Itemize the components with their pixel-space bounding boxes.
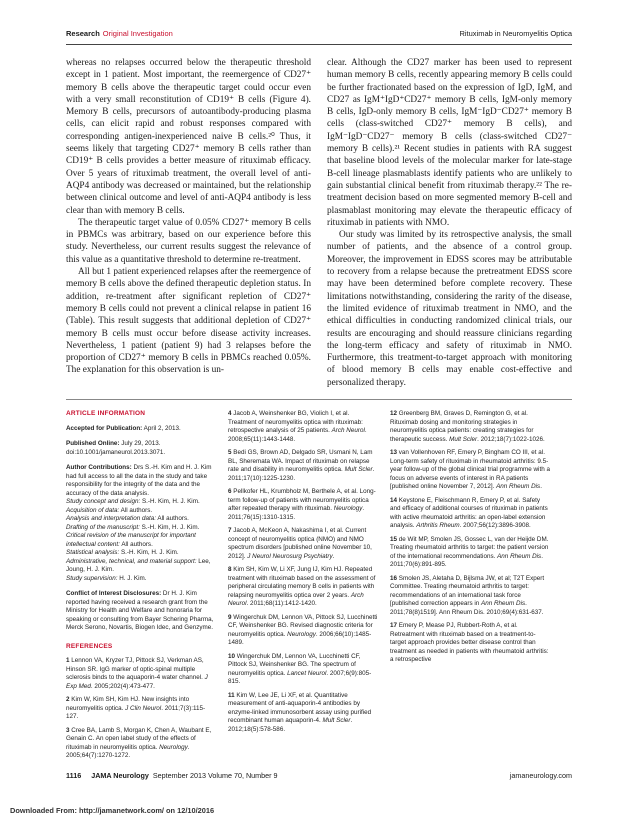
reference-number: 6: [228, 488, 232, 495]
coi-label: Conflict of Interest Disclosures:: [66, 590, 162, 597]
reference-text: Cree BA, Lamb S, Morgan K, Chen A, Waubant E, Genain C. An open label study of the effects of rituximab in neuromyelitis optica.: [66, 726, 212, 751]
body-paragraph: The therapeutic target value of 0.05% CD27⁺ memory B cells in PBMCs was arbitrary, based on our experience before this study. Nevertheless, our current results suggest the relevance of this value as a quantitative threshold to determine re-treatment.: [66, 217, 311, 265]
reference-text: Jacob A, McKeon A, Nakashima I, et al. Current concept of neuromyelitis optica (NMO) and NMO spectrum disorders [published online November 10, 2012].: [228, 527, 372, 560]
contribution-authors: S.-H. Kim, H. J. Kim.: [139, 523, 200, 531]
reference-text: Lennon VA, Kryzer TJ, Pittock SJ, Verkman AS, Hinson SR. IgG marker of optic-spinal multiple sclerosis binds to the aquaporin-4 water channel.: [66, 657, 205, 681]
reference-text: . 2011;70(6):891-895.: [390, 552, 543, 568]
reference-item: [228, 527, 378, 561]
download-notice: Downloaded From: http://jamanetwork.com/ on 12/10/2016: [10, 806, 215, 815]
contribution-authors: H. J. Kim.: [117, 574, 147, 582]
contribution-line: [66, 507, 216, 516]
reference-journal: Ann Rheum Dis: [497, 552, 542, 560]
reference-number: 11: [228, 691, 235, 699]
page-number: 1116: [66, 771, 82, 780]
reference-text: . 2007;6(9):805-815.: [228, 669, 372, 685]
reference-number: 2: [66, 696, 70, 703]
reference-list: [228, 410, 378, 734]
contribution-line: [66, 498, 216, 507]
reference-text: de Wit MP, Smolen JS, Gossec L, van der Heijde DM. Treating rheumatoid arthritis to target: the patient version of the international recommendations.: [390, 535, 549, 560]
reference-journal: J Neurol Neurosurg Psychiatry: [247, 552, 333, 560]
reference-text: . 2011;17(10):1225-1230.: [228, 466, 375, 482]
accepted-info: [66, 425, 216, 434]
journal-name: JAMA Neurology: [91, 771, 149, 780]
reference-number: 1: [66, 657, 70, 664]
references-heading: REFERENCES: [66, 642, 113, 650]
contribution-line: [66, 549, 216, 558]
reference-journal: Mult Scler: [449, 435, 478, 443]
reference-list: [390, 410, 550, 665]
reference-text: .: [332, 552, 335, 560]
conflict-disclosures: [66, 590, 216, 633]
reference-text: . 2006;66(10):1485-1489.: [228, 630, 372, 646]
running-title: Rituximab in Neuromyelitis Optica: [459, 29, 572, 38]
contribution-line: [66, 532, 216, 549]
reference-item: [66, 657, 216, 691]
reference-text: . 2011;7(3):115-127.: [66, 704, 206, 720]
reference-text: Wingerchuk DM, Lennon VA, Lucchinetti CF, Pittock SJ, Weinshenker BG. The spectrum of neuromyelitis optica.: [228, 652, 361, 677]
reference-item: [228, 449, 378, 483]
reference-item: [66, 696, 216, 722]
reference-text: Bedi GS, Brown AD, Delgado SR, Usmani N, Lam BL, Sheremata WA. Impact of rituximab on relapse rate and disability in neuromyelitis optica.: [228, 449, 373, 473]
reference-journal: Ann Rheum Dis: [496, 483, 541, 490]
reference-text: Kim W, Lee JE, Li XF, et al. Quantitative measurement of anti-aquaporin-4 antibodies by enzyme-linked immunosorbent assay using purified recombinant human aquaporin-4.: [228, 691, 372, 724]
header-rule: [66, 44, 572, 45]
contribution-line: [66, 575, 216, 584]
reference-number: 17: [390, 622, 398, 629]
reference-text: Jacob A, Weinshenker BG, Violich I, et al. Treatment of neuromyelitis optica with rituximab: retrospective analysis of 25 patients.: [228, 410, 363, 434]
section-label: Research: [66, 29, 100, 38]
reference-number: 5: [228, 449, 232, 456]
reference-text: Wingerchuk DM, Lennon VA, Pittock SJ, Lucchinetti CF, Weinshenker BG. Revised diagnostic criteria for neuromyelitis optica.: [228, 613, 378, 638]
contribution-line: [66, 515, 216, 524]
subsection-label: Original Investigation: [102, 29, 173, 38]
reference-item: [228, 488, 378, 522]
reference-text: . 2007;56(12):3896-3908.: [459, 522, 531, 529]
reference-item: [390, 410, 550, 444]
reference-item: [390, 449, 550, 492]
issue-info: September 2013 Volume 70, Number 9: [152, 771, 278, 780]
published-info: [66, 440, 216, 457]
author-contributions: [66, 464, 216, 583]
reference-journal: Mult Scler: [344, 466, 373, 473]
reference-item: [228, 692, 378, 735]
reference-journal: Lancet Neurol: [287, 669, 327, 677]
reference-text: . 2005;64(7):1270-1272.: [66, 743, 190, 759]
reference-journal: Mult Scler: [322, 717, 351, 724]
journal-site-link[interactable]: jamaneurology.com: [509, 771, 572, 780]
reference-number: 13: [390, 449, 398, 456]
reference-item: [228, 410, 378, 444]
reference-column-right: [390, 410, 550, 670]
reference-item: [390, 536, 550, 570]
page-footer: [66, 771, 572, 783]
running-header: [66, 29, 572, 43]
reference-number: 14: [390, 496, 398, 504]
contribution-authors: Lee, Joung, H. J. Kim.: [66, 557, 211, 573]
reference-item: [66, 727, 216, 761]
reference-list: [66, 657, 216, 761]
contribution-list: [66, 498, 216, 583]
reference-text: . 2012;18(7):1022-1026.: [477, 435, 545, 443]
body-column-right: [327, 57, 572, 389]
contribution-role: Acquisition of data:: [66, 506, 120, 514]
reference-item: [390, 575, 550, 618]
published-label: Published Online:: [66, 440, 120, 447]
reference-journal: Arch Neurol: [228, 591, 364, 607]
reference-number: 4: [228, 410, 232, 417]
reference-journal: J Clin Neurol: [125, 704, 162, 712]
reference-text: Greenberg BM, Graves D, Remington G, et al. Rituximab dosing and monitoring strategies in neuromyelitis optica patients: creating strategies for therapeutic success.: [390, 410, 534, 443]
reference-text: . 2011;78(8)1519]. Ann Rheum Dis. 2010;69(4):631-637.: [390, 600, 544, 616]
contribution-role: Administrative, technical, and material support:: [66, 557, 197, 565]
contribution-authors: All authors.: [119, 540, 153, 548]
reference-text: . 2011;76(15):1310-1315.: [228, 505, 365, 521]
contribution-role: Statistical analysis:: [66, 549, 120, 556]
contribution-authors: All authors.: [119, 506, 153, 514]
reference-number: 16: [390, 574, 398, 582]
body-paragraph: Our study was limited by its retrospective analysis, the small number of patients, and the absence of a control group. Moreover, the improvement in EDSS scores may be attributable to recovery from a relapse because the pretreatment EDSS score may have been determined before complete recovery. These limitations notwithstanding, considering the rarity of the disease, the limited evidence of rituximab treatment in NMO, and the ethical difficulties in conducting randomized clinical trials, our results are encouraging and should reassure clinicians regarding the long-term efficacy and safety of rituximab in NMO. Furthermore, this treatment-to-target approach with monitoring of blood memory B cells may enable cost-effective and personalized therapy.: [327, 230, 572, 388]
body-paragraph: All but 1 patient experienced relapses after the reemergence of memory B cells above the defined therapeutic depletion status. In addition, re-treatment after significant repletion of CD27⁺ memory B cells could not prevent a clinical relapse in patient 16 (Table). This result suggests that additional depletion of CD27⁺ memory B cells must occur before disease activity increases. Nevertheless, 1 patient (patient 9) had 3 relapses before the proportion of CD27⁺ memory B cells in PBMCs reached 0.05%. The explanation for this observation is un-: [66, 267, 311, 376]
reference-number: 9: [228, 613, 232, 621]
reference-column-middle: [228, 410, 378, 739]
reference-item: [390, 497, 550, 531]
reference-journal: Arch Neurol: [331, 427, 365, 434]
contribution-authors: All authors.: [155, 515, 189, 522]
reference-text: Emery P, Mease PJ, Rubbert-Roth A, et al. Retreatment with rituximab based on a treatment-to-target approach provides better disease control than treatment as needed in patients with rheumatoid arthritis: a retrospective: [390, 622, 549, 663]
reference-number: 12: [390, 410, 398, 417]
reference-journal: Arthritis Rheum: [416, 522, 460, 529]
body-column-left: [66, 57, 311, 377]
reference-item: [390, 622, 550, 665]
reference-text: . 2005;202(4):473-477.: [90, 682, 155, 690]
contribution-role: Analysis and interpretation data:: [66, 515, 156, 522]
reference-number: 15: [390, 535, 398, 543]
reference-journal: Neurology: [333, 505, 363, 512]
reference-text: . 2011;68(11):1412-1420.: [246, 600, 317, 607]
contribution-role: Critical revision of the manuscript for important intellectual content:: [66, 532, 196, 548]
reference-text: .: [540, 483, 542, 490]
accepted-value: April 2, 2013.: [142, 424, 181, 432]
reference-text: . 2008;65(11):1443-1448.: [228, 427, 367, 443]
reference-text: Smolen JS, Aletaha D, Bijlsma JW, et al; T2T Expert Committee. Treating rheumatoid arthritis to target: recommendations of an international task force [published correction appears in: [390, 574, 545, 607]
article-info-heading: ARTICLE INFORMATION: [66, 410, 146, 417]
contribution-line: [66, 524, 216, 533]
contribution-role: Study concept and design:: [66, 498, 141, 505]
body-paragraph: clear. Although the CD27 marker has been used to represent human memory B cells, recently appearing memory B cells could be further fractionated based on the expression of IgD, IgM, and CD27 as IgM⁺IgD⁺CD27⁺ memory B cells, IgM-only memory B cells, IgD-only memory B cells, IgM⁻IgD⁻CD27⁺ memory B cells (class-switched CD27⁺ memory B cells), and IgM⁻IgD⁻CD27⁻ memory B cells (class-switched CD27⁻ memory B cells).²¹ Recent studies in patients with RA suggest that baseline blood levels of the molecular marker for late-stage B-cell lineage plasmablasts identify patients who are unlikely to gain substantial clinical benefit from rituximab therapy.²² The re-treatment decision based on more segmented memory B-cell and plasmablast monitoring may elevate the therapeutic efficacy of rituximab in patients with NMO.: [327, 58, 572, 228]
contrib-label: Author Contributions:: [66, 464, 132, 471]
contribution-authors: S.-H. Kim, H. J. Kim.: [119, 549, 179, 556]
header-section: [66, 29, 173, 38]
published-value: July 29, 2013. doi:10.1001/jamaneurol.2013.3071.: [66, 440, 166, 456]
accepted-label: Accepted for Publication:: [66, 424, 143, 432]
coi-value: Dr H. J. Kim reported having received a research grant from the Ministry for Health and Welfare and honoraria for speaking or consulting from Bayer Schering Pharma, Merck Serono, Novartis, Biogen Idec, and Genzyme.: [66, 590, 214, 631]
reference-item: [228, 614, 378, 648]
reference-journal: J Exp Med: [66, 674, 208, 690]
reference-journal: Ann Rheum Dis: [481, 600, 526, 607]
contrib-value: Drs S.-H. Kim and H. J. Kim had full access to all the data in the study and take responsibility for the integrity of the data and the accuracy of the data analysis.: [66, 464, 212, 497]
reference-item: [228, 653, 378, 687]
reference-text: . 2012;18(5):578-586.: [228, 717, 353, 733]
reference-number: 3: [66, 726, 70, 734]
reference-text: Kim W, Kim SH, Kim HJ. New insights into neuromyelitis optica.: [66, 696, 190, 712]
contribution-line: [66, 558, 216, 575]
reference-text: Pellkofer HL, Krumbholz M, Berthele A, et al. Long-term follow-up of patients with neuromyelitis optica after repeated therapy with rituximab.: [228, 488, 376, 512]
reference-item: [228, 566, 378, 609]
contribution-authors: S.-H. Kim, H. J. Kim.: [140, 498, 200, 505]
reference-number: 7: [228, 527, 232, 534]
reference-text: Kim SH, Kim W, Li XF, Jung IJ, Kim HJ. Repeated treatment with rituximab based on the assessment of peripheral circulating memory B cells in patients with relapsing neuromyelitis optica over 2 years.: [228, 566, 376, 599]
reference-text: Keystone E, Fleischmann R, Emery P, et al. Safety and efficacy of additional courses of rituximab in patients with active rheumatoid arthritis: an open-label extension analysis.: [390, 496, 548, 529]
reference-number: 10: [228, 652, 236, 660]
contribution-role: Study supervision:: [66, 574, 118, 582]
reference-number: 8: [228, 566, 232, 573]
contribution-role: Drafting of the manuscript:: [66, 523, 140, 531]
reference-journal: Neurology: [287, 630, 316, 638]
body-paragraph: whereas no relapses occurred below the therapeutic threshold except in 1 patient. Most important, the reemergence of CD27⁺ memory B cells above the therapeutic target could occur even with a very small reconstitution of CD19⁺ B cells (Figure 4). Memory B cells, precursors of autoantibody-producing plasma cells, can elicit rapid and robust responses compared with corresponding antigen-inexperienced naive B cells.²⁰ Thus, it seems likely that targeting CD27⁺ memory B cells rather than CD19⁺ B cells provides a better measure of rituximab efficacy. Over 5 years of rituximab treatment, the overall level of anti-AQP4 antibody was decreased or maintained, but the relationship between clinical outcome and level of anti-AQP4 antibody is less clear than with memory B cells.: [66, 58, 311, 216]
reference-text: van Vollenhoven RF, Emery P, Bingham CO III, et al. Long-term safety of rituximab in rheumatoid arthritis: 9.5-year follow-up of the global clinical trial programme with a focus on adverse events of interest in RA patients [published online November 7, 2012].: [390, 449, 550, 490]
article-info-column: [66, 410, 216, 766]
section-divider: [66, 399, 572, 400]
reference-journal: Neurology: [159, 743, 188, 751]
